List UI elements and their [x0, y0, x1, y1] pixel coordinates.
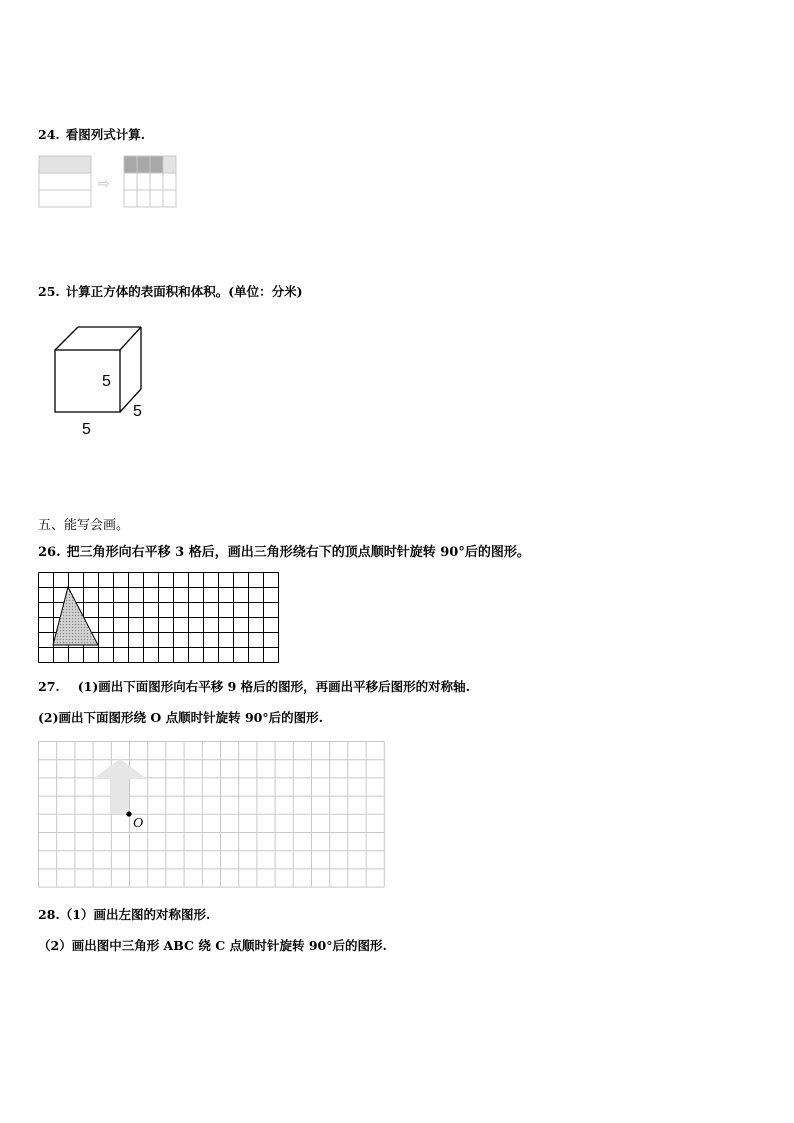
question-text: (1)画出下面图形向右平移 9 格后的图形，再画出平移后图形的对称轴. [77, 679, 471, 694]
question-27-part-2: (2)画出下面图形绕 O 点顺时针旋转 90°后的图形. [38, 710, 323, 725]
shaded-row [39, 156, 91, 173]
arrow-right-icon: ⇨ [98, 176, 110, 192]
edge-label-front: 5 [102, 373, 111, 390]
question-text: 看图列式计算. [65, 127, 146, 142]
rotation-point-O [126, 811, 131, 816]
question-28-part-2: （2）画出图中三角形 ABC 绕 C 点顺时针旋转 90°后的图形. [38, 938, 387, 953]
shaded-triangle [53, 587, 98, 645]
shaded-dark-cells [124, 156, 163, 173]
question-number: 25. [38, 284, 60, 299]
question-26 [38, 541, 530, 560]
question-25 [38, 282, 303, 300]
fraction-figure [38, 155, 178, 210]
section-title: 五、能写会画。 [38, 518, 130, 533]
question-27-part-1 [38, 677, 470, 695]
edge-label-side: 5 [133, 403, 142, 420]
arrow-shape [93, 759, 147, 814]
cube-figure [50, 322, 160, 442]
point-O-label: O [133, 816, 144, 831]
translation-grid [38, 572, 280, 662]
question-number: 27. [38, 679, 60, 694]
question-28-part-1: 28.（1）画出左图的对称图形. [38, 907, 211, 922]
question-number: 24. [38, 127, 60, 142]
question-text: 把三角形向右平移 3 格后，画出三角形绕右下的顶点顺时针旋转 90°后的图形。 [66, 545, 530, 560]
edge-label-bottom: 5 [82, 421, 91, 438]
rotation-grid [38, 741, 388, 889]
shaded-light-cell [163, 156, 176, 173]
question-number: 26. [38, 545, 61, 560]
question-text: 计算正方体的表面积和体积。(单位：分米) [65, 284, 303, 299]
question-24 [38, 125, 145, 143]
